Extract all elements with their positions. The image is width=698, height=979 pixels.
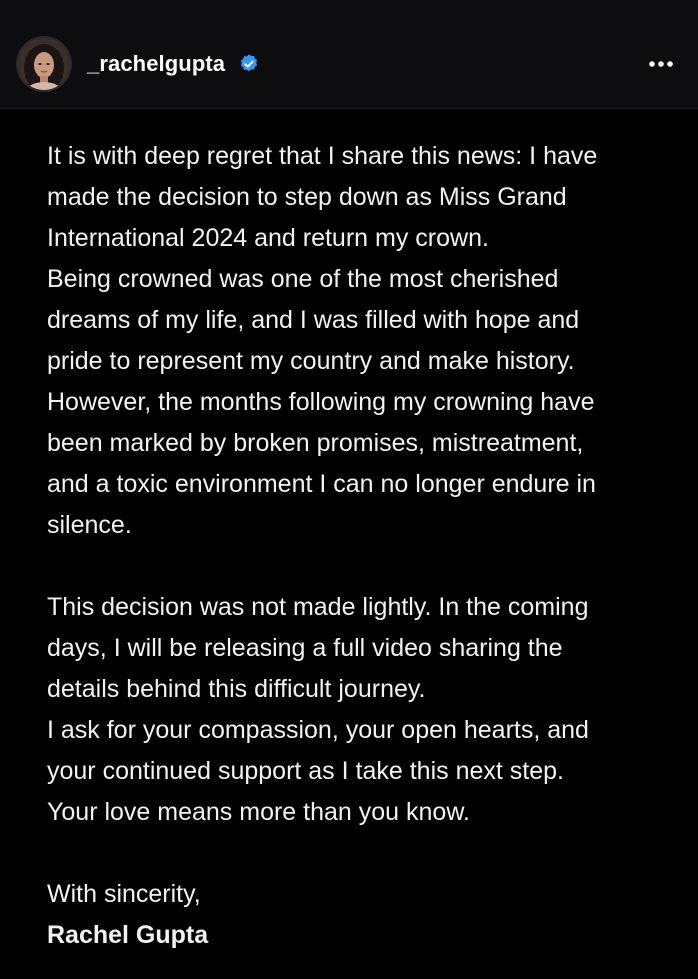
post-header [0, 0, 698, 109]
avatar[interactable] [18, 38, 70, 90]
post-line: dreams of my life, and I was filled with hope and [47, 306, 580, 334]
post-line: However, the months following my crowning have [47, 388, 595, 416]
post-line: made the decision to step down as Miss Grand [47, 183, 567, 211]
post-line: your continued support as I take this next step. [47, 757, 564, 785]
closing-line: With sincerity, [47, 880, 201, 908]
username[interactable]: _rachelgupta [87, 51, 226, 76]
post-line: International 2024 and return my crown. [47, 224, 489, 252]
paragraph-gap [47, 833, 677, 874]
more-options-icon[interactable] [643, 50, 679, 78]
verified-badge-icon [238, 53, 260, 75]
post-line: silence. [47, 511, 132, 539]
post-line: pride to represent my country and make history. [47, 347, 575, 375]
post-line: I ask for your compassion, your open hearts, and [47, 716, 589, 744]
post-text [47, 136, 677, 956]
paragraph-gap [47, 546, 677, 587]
post-line: Your love means more than you know. [47, 798, 470, 826]
post-line: Being crowned was one of the most cherished [47, 265, 559, 293]
signature: Rachel Gupta [47, 921, 209, 949]
post-line: It is with deep regret that I share this news: I have [47, 142, 598, 170]
avatar-image [18, 38, 70, 90]
post-line: details behind this difficult journey. [47, 675, 426, 703]
post-line: days, I will be releasing a full video sharing the [47, 634, 563, 662]
post-line: This decision was not made lightly. In the coming [47, 593, 589, 621]
post-line: been marked by broken promises, mistreatment, [47, 429, 584, 457]
post-line: and a toxic environment I can no longer endure in [47, 470, 596, 498]
